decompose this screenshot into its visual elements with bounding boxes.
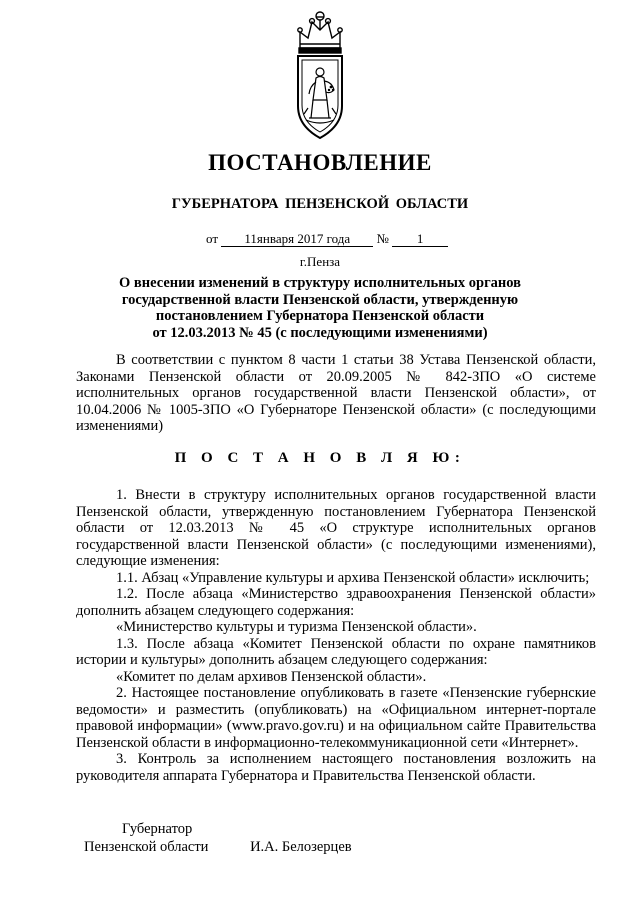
item-paragraph: 2. Настоящее постановление опубликовать в газете «Пензенские губернские ведомости» и разместить (опубликовать) на «Официальном интернет-портале правовой информации» (www.pravo.gov.ru) и на официальном сайте Правительства Пензенской области в информационно-телекоммуникационной сети «Интернет».: [76, 685, 596, 751]
date-prefix: от: [206, 231, 219, 246]
date-field: 11января 2017 года: [221, 232, 373, 247]
city-name: г.Пенза: [299, 254, 341, 269]
decree-items: [76, 487, 596, 784]
document-heading: [70, 275, 570, 341]
heading-line: О внесении изменений в структуру исполнительных органов: [119, 275, 521, 291]
signatory-region: Пензенской области: [84, 839, 209, 855]
heading-line: государственной власти Пензенской области, утвержденную: [121, 291, 519, 308]
document-title: ПОСТАНОВЛЕНИЕ: [208, 150, 432, 175]
item-paragraph: 1.1. Абзац «Управление культуры и архива Пензенской области» исключить;: [116, 569, 590, 586]
signatory-name: И.А. Белозерцев: [250, 839, 352, 855]
signature-block: [84, 820, 352, 856]
date-number-line: [206, 231, 448, 247]
coat-of-arms-icon: [290, 8, 350, 142]
preamble: [76, 352, 596, 435]
number-prefix: №: [376, 231, 389, 246]
number-field: 1: [392, 232, 448, 247]
preamble-paragraph: В соответствии с пунктом 8 части 1 статьи 38 Устава Пензенской области, Законами Пензенской области от 20.09.2005 № 842-ЗПО «О системе исполнительных органов государственной власти Пензенской области», от 10.04.2006 № 1005-ЗПО «О Губернаторе Пензенской области» (с последующими изменениями): [76, 352, 596, 434]
decree-word: П О С Т А Н О В Л Я Ю:: [174, 450, 466, 466]
item-paragraph: «Министерство культуры и туризма Пензенской области».: [116, 619, 477, 635]
signatory-role: Губернатор: [122, 821, 193, 837]
item-paragraph: 3. Контроль за исполнением настоящего постановления возложить на руководителя аппарата Губернатора и Правительства Пензенской области.: [76, 751, 596, 784]
heading-line: постановлением Губернатора Пензенской области: [155, 308, 485, 324]
item-paragraph: 1.2. После абзаца «Министерство здравоохранения Пензенской области» дополнить абзацем следующего содержания:: [76, 586, 596, 619]
signature-line: [84, 838, 352, 856]
item-paragraph: «Комитет по делам архивов Пензенской области».: [116, 668, 427, 685]
item-paragraph: 1.3. После абзаца «Комитет Пензенской области по охране памятников истории и культуры» дополнить абзацем следующего содержания:: [76, 635, 596, 668]
heading-line: от 12.03.2013 № 45 (с последующими изменениями): [152, 324, 488, 341]
document-subtitle: ГУБЕРНАТОРА ПЕНЗЕНСКОЙ ОБЛАСТИ: [171, 196, 469, 212]
item-paragraph: 1. Внести в структуру исполнительных органов государственной власти Пензенской области, утвержденную постановлением Губернатора Пензенской области от 12.03.2013 № 45 «О структуре исполнительных органов государственной власти Пензенской области» (с последующими изменениями), следующие изменения:: [76, 487, 596, 569]
